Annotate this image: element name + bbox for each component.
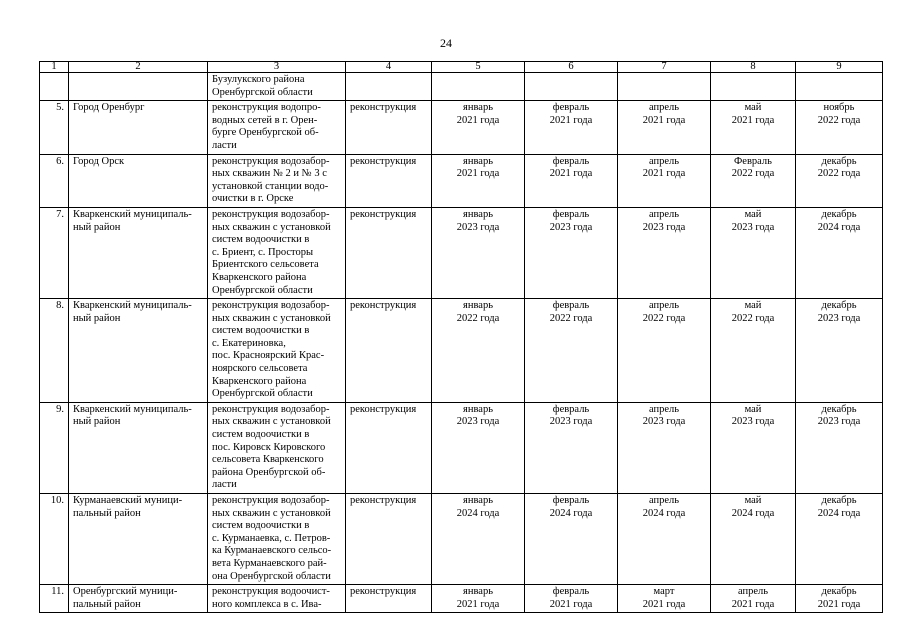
- date-line: 2022 года: [642, 312, 686, 324]
- territory-cell: [69, 207, 208, 298]
- event-line: ных скважин с установкой: [212, 312, 331, 324]
- date-cell: [711, 494, 796, 585]
- event-line: Оренбургской области: [212, 388, 313, 400]
- event-line: реконструкция водоочист-: [212, 586, 330, 598]
- event-line: установкой станции водо-: [212, 180, 329, 192]
- date-line: май: [744, 102, 762, 114]
- column-header-3: 3: [208, 62, 346, 73]
- date-cell: [711, 101, 796, 154]
- event-line: с. Бриент, с. Просторы: [212, 246, 314, 258]
- territory-cell: [69, 585, 208, 613]
- date-line: май: [744, 300, 762, 312]
- territory-line: Город Оренбург: [73, 102, 145, 114]
- date-cell: [618, 585, 711, 613]
- date-line: февраль: [552, 403, 590, 415]
- date-line: 2021 года: [549, 114, 593, 126]
- date-line: март: [653, 586, 675, 598]
- date-line: январь: [463, 208, 493, 220]
- event-line: систем водоочистки в: [212, 325, 310, 337]
- event-line: реконструкция водозабор-: [212, 403, 330, 415]
- event-line: ноярского сельсовета: [212, 363, 308, 375]
- territory-cell: [69, 299, 208, 403]
- column-header-6: 6: [525, 62, 618, 73]
- territory-line: Оренбургский муници-: [73, 586, 178, 598]
- date-line: декабрь: [821, 586, 857, 598]
- date-line: 2021 года: [642, 114, 686, 126]
- event-line: ных скважин с установкой: [212, 507, 331, 519]
- date-cell: [525, 154, 618, 207]
- work-type-cell: реконструкция: [346, 101, 432, 154]
- date-line: 2024 года: [549, 507, 593, 519]
- event-line: района Оренбургской об-: [212, 466, 326, 478]
- date-cell: [432, 207, 525, 298]
- date-line: февраль: [552, 155, 590, 167]
- table-row: [40, 73, 883, 101]
- table-row: [40, 299, 883, 403]
- date-line: апрель: [648, 300, 680, 312]
- row-number: 8.: [40, 299, 69, 403]
- date-cell: [796, 299, 883, 403]
- date-line: 2022 года: [817, 168, 861, 180]
- date-cell: [432, 154, 525, 207]
- date-line: январь: [463, 495, 493, 506]
- date-line: 2024 года: [817, 221, 861, 233]
- event-cell: [208, 494, 346, 585]
- date-line: 2023 года: [549, 221, 593, 233]
- date-cell: [432, 494, 525, 585]
- date-cell: [618, 207, 711, 298]
- date-line: 2024 года: [456, 507, 500, 519]
- date-cell: [711, 585, 796, 613]
- column-header-7: 7: [618, 62, 711, 73]
- row-number: [40, 73, 69, 101]
- date-line: январь: [463, 102, 493, 114]
- date-cell: [525, 207, 618, 298]
- date-cell: [711, 207, 796, 298]
- event-line: Бузулукского района: [212, 74, 305, 85]
- territory-cell: [69, 154, 208, 207]
- event-cell: [208, 299, 346, 403]
- event-cell: [208, 402, 346, 493]
- territory-line: Кваркенский муниципаль-: [73, 300, 192, 312]
- row-number: 7.: [40, 207, 69, 298]
- row-number: 9.: [40, 402, 69, 493]
- territory-line: Кваркенский муниципаль-: [73, 208, 192, 220]
- row-number: 11.: [40, 585, 69, 613]
- column-header-2: 2: [69, 62, 208, 73]
- territory-line: ный район: [73, 416, 121, 428]
- date-line: 2022 года: [456, 312, 500, 324]
- date-line: май: [744, 495, 762, 506]
- date-cell: [796, 73, 883, 101]
- event-line: она Оренбургской области: [212, 570, 331, 582]
- date-cell: [796, 101, 883, 154]
- event-cell: [208, 101, 346, 154]
- date-line: декабрь: [821, 208, 857, 220]
- event-line: с. Курманаевка, с. Петров-: [212, 532, 331, 544]
- date-line: апрель: [737, 586, 769, 598]
- date-line: февраль: [552, 300, 590, 312]
- date-line: 2021 года: [642, 598, 686, 610]
- date-cell: [618, 494, 711, 585]
- date-line: 2023 года: [731, 416, 775, 428]
- row-number: 5.: [40, 101, 69, 154]
- date-line: январь: [463, 586, 493, 598]
- event-line: реконструкция водозабор-: [212, 155, 330, 167]
- event-line: очистки в г. Орске: [212, 193, 294, 205]
- work-type-cell: реконструкция: [346, 494, 432, 585]
- territory-line: пальный район: [73, 507, 141, 519]
- event-line: пос. Красноярский Крас-: [212, 350, 325, 362]
- date-cell: [432, 101, 525, 154]
- territory-line: Курманаевский муници-: [73, 495, 183, 506]
- column-header-5: 5: [432, 62, 525, 73]
- event-line: ласти: [212, 139, 237, 151]
- territory-line: ный район: [73, 221, 121, 233]
- date-line: 2021 года: [731, 598, 775, 610]
- date-line: 2021 года: [456, 168, 500, 180]
- event-line: ка Курманаевского сельсо-: [212, 545, 332, 557]
- event-line: ных скважин № 2 и № 3 с: [212, 168, 327, 180]
- event-cell: [208, 207, 346, 298]
- date-line: 2024 года: [642, 507, 686, 519]
- table-row: [40, 101, 883, 154]
- date-cell: [711, 154, 796, 207]
- territory-cell: [69, 494, 208, 585]
- territory-cell: [69, 73, 208, 101]
- event-line: реконструкция водозабор-: [212, 495, 330, 506]
- date-cell: [525, 73, 618, 101]
- date-line: 2023 года: [817, 312, 861, 324]
- date-line: февраль: [552, 102, 590, 114]
- table-row: [40, 402, 883, 493]
- event-cell: [208, 154, 346, 207]
- date-line: январь: [463, 300, 493, 312]
- territory-cell: [69, 402, 208, 493]
- date-cell: [796, 402, 883, 493]
- date-cell: [525, 494, 618, 585]
- date-cell: [796, 154, 883, 207]
- event-line: ного комплекса в с. Ива-: [212, 598, 322, 610]
- date-line: декабрь: [821, 495, 857, 506]
- event-line: сельсовета Кваркенского: [212, 454, 324, 466]
- date-cell: [432, 402, 525, 493]
- date-line: 2023 года: [456, 221, 500, 233]
- date-line: апрель: [648, 403, 680, 415]
- table-row: [40, 154, 883, 207]
- column-header-4: 4: [346, 62, 432, 73]
- date-line: 2021 года: [456, 114, 500, 126]
- date-cell: [432, 585, 525, 613]
- date-line: 2022 года: [817, 114, 861, 126]
- column-header-8: 8: [711, 62, 796, 73]
- work-type-cell: реконструкция: [346, 402, 432, 493]
- date-line: 2023 года: [642, 416, 686, 428]
- event-line: пос. Кировск Кировского: [212, 441, 326, 453]
- date-line: 2023 года: [549, 416, 593, 428]
- event-line: ласти: [212, 479, 237, 491]
- date-line: январь: [463, 155, 493, 167]
- date-line: май: [744, 208, 762, 220]
- column-header-9: 9: [796, 62, 883, 73]
- date-cell: [525, 402, 618, 493]
- date-line: апрель: [648, 155, 680, 167]
- date-cell: [525, 101, 618, 154]
- event-cell: [208, 585, 346, 613]
- date-line: Февраль: [734, 155, 772, 167]
- date-cell: [796, 494, 883, 585]
- event-line: бурге Оренбургской об-: [212, 127, 319, 139]
- event-line: ных скважин с установкой: [212, 221, 331, 233]
- event-line: реконструкция водозабор-: [212, 300, 330, 312]
- territory-line: ный район: [73, 312, 121, 324]
- date-cell: [432, 73, 525, 101]
- date-line: 2023 года: [817, 416, 861, 428]
- date-line: декабрь: [821, 155, 857, 167]
- table-row: [40, 585, 883, 613]
- event-line: вета Курманаевского рай-: [212, 557, 327, 569]
- event-line: систем водоочистки в: [212, 429, 310, 441]
- date-line: декабрь: [821, 403, 857, 415]
- date-line: 2021 года: [817, 598, 861, 610]
- event-line: систем водоочистки в: [212, 234, 310, 246]
- work-type-cell: реконструкция: [346, 154, 432, 207]
- date-line: 2023 года: [731, 221, 775, 233]
- row-number: 6.: [40, 154, 69, 207]
- date-line: 2021 года: [549, 168, 593, 180]
- date-cell: [525, 585, 618, 613]
- territory-line: Город Орск: [73, 155, 125, 167]
- date-line: апрель: [648, 208, 680, 220]
- territory-cell: [69, 101, 208, 154]
- date-line: 2021 года: [642, 168, 686, 180]
- row-number: 10.: [40, 494, 69, 585]
- date-cell: [618, 299, 711, 403]
- date-cell: [525, 299, 618, 403]
- date-line: 2021 года: [731, 114, 775, 126]
- date-line: апрель: [648, 495, 680, 506]
- event-line: Оренбургской области: [212, 284, 313, 296]
- event-line: Оренбургской области: [212, 86, 313, 98]
- table-header-row: [40, 62, 883, 73]
- date-cell: [711, 299, 796, 403]
- date-cell: [711, 73, 796, 101]
- territory-line: Кваркенский муниципаль-: [73, 403, 192, 415]
- date-line: 2022 года: [731, 168, 775, 180]
- date-cell: [618, 154, 711, 207]
- event-line: с. Екатериновка,: [212, 337, 286, 349]
- event-line: реконструкция водопро-: [212, 102, 321, 114]
- event-line: реконструкция водозабор-: [212, 208, 330, 220]
- work-type-cell: реконструкция: [346, 207, 432, 298]
- date-line: февраль: [552, 495, 590, 506]
- date-cell: [711, 402, 796, 493]
- page-number: 24: [440, 36, 452, 50]
- date-line: январь: [463, 403, 493, 415]
- date-cell: [618, 101, 711, 154]
- work-type-cell: реконструкция: [346, 585, 432, 613]
- work-type-cell: реконструкция: [346, 299, 432, 403]
- date-line: 2022 года: [731, 312, 775, 324]
- date-cell: [618, 402, 711, 493]
- date-line: февраль: [552, 208, 590, 220]
- column-header-1: 1: [40, 62, 69, 73]
- date-line: 2022 года: [549, 312, 593, 324]
- date-line: 2024 года: [817, 507, 861, 519]
- event-line: систем водоочистки в: [212, 520, 310, 532]
- date-line: апрель: [648, 102, 680, 114]
- date-line: 2021 года: [549, 598, 593, 610]
- event-line: водных сетей в г. Орен-: [212, 114, 318, 126]
- territory-line: пальный район: [73, 598, 141, 610]
- table-row: [40, 494, 883, 585]
- date-line: 2023 года: [642, 221, 686, 233]
- event-cell: [208, 73, 346, 101]
- event-line: Кваркенского района: [212, 375, 307, 387]
- event-line: Бриентского сельсовета: [212, 259, 319, 271]
- date-line: декабрь: [821, 300, 857, 312]
- date-line: май: [744, 403, 762, 415]
- date-line: 2024 года: [731, 507, 775, 519]
- date-cell: [796, 585, 883, 613]
- date-cell: [796, 207, 883, 298]
- date-line: ноябрь: [823, 102, 855, 114]
- schedule-table: [39, 61, 883, 613]
- date-cell: [618, 73, 711, 101]
- date-line: 2023 года: [456, 416, 500, 428]
- date-line: 2021 года: [456, 598, 500, 610]
- work-type-cell: [346, 73, 432, 101]
- date-cell: [432, 299, 525, 403]
- date-line: февраль: [552, 586, 590, 598]
- event-line: ных скважин с установкой: [212, 416, 331, 428]
- event-line: Кваркенского района: [212, 271, 307, 283]
- table-row: [40, 207, 883, 298]
